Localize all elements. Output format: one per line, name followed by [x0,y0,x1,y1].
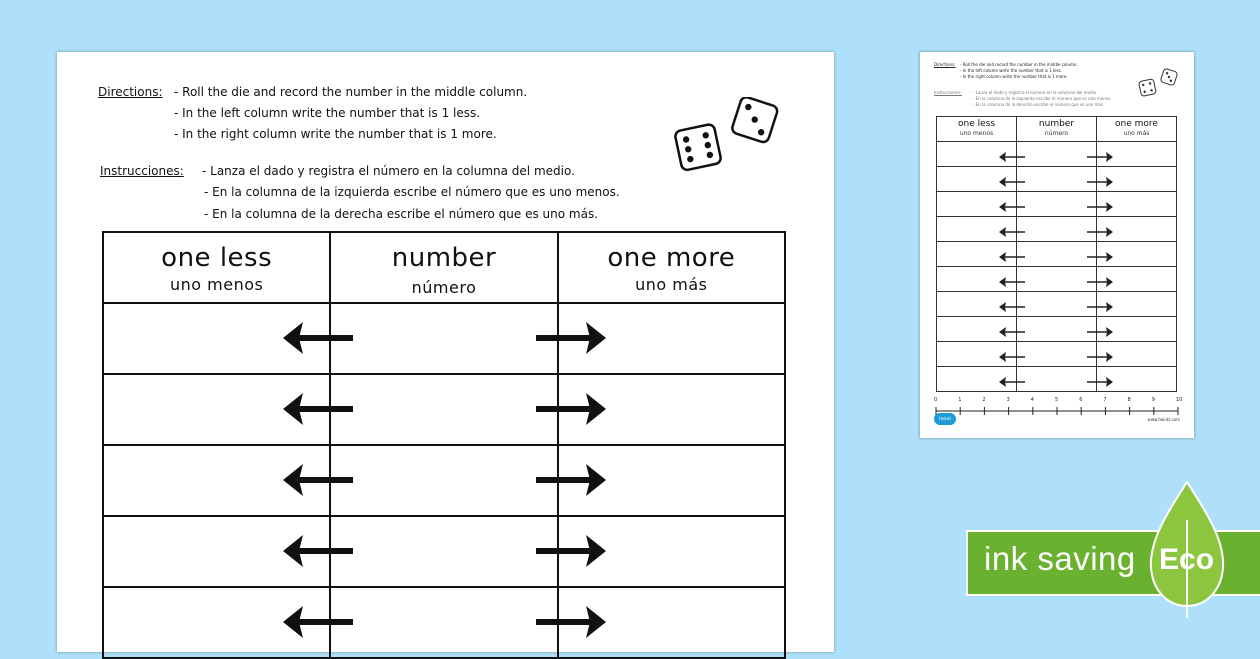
mini-cell [1017,317,1097,341]
mini-directions-label: Directions: [934,62,956,67]
mini-cell [1097,292,1176,316]
direction-line-1: - Roll the die and record the number in the middle column. [174,85,528,99]
one-more-cell[interactable] [559,446,784,515]
one-less-cell[interactable] [104,446,331,515]
mini-cell [937,142,1017,166]
number-line-label: 3 [1006,397,1010,403]
number-cell[interactable] [331,375,558,444]
eco-badge: Eco [1159,543,1215,576]
one-less-cell[interactable] [104,588,331,657]
mini-header-number [1017,117,1097,141]
number-line [934,404,1180,418]
mini-direction-3: - In the right column write the number that is 1 more. [960,74,1068,79]
mini-cell [1097,217,1176,241]
header-es: uno más [635,275,708,294]
mini-header-one-less [937,117,1017,141]
one-more-cell[interactable] [559,517,784,586]
mini-table-row [937,317,1176,342]
mini-cell [1097,342,1176,366]
mini-direction-2: - In the left column write the number that is 1 less. [960,68,1063,73]
mini-direction-1: - Roll the die and record the number in the middle column. [960,62,1078,67]
mini-table-row [937,367,1176,392]
mini-cell [1017,167,1097,191]
mini-header-one-more [1097,117,1176,141]
header-es: número [411,278,477,297]
header-es: uno menos [169,275,264,294]
one-less-one-more-table [102,231,786,659]
mini-instruccion-2: - En la columna de la izquierda escribe el número que es uno menos. [973,96,1112,101]
mini-table [936,116,1177,392]
header-en: one less [161,243,273,273]
instruccion-line-1: - Lanza el dado y registra el número en la columna del medio. [202,164,575,178]
header-one-less [104,233,331,302]
mini-cell [1017,292,1097,316]
twinkl-logo: twinkl [934,413,956,425]
one-less-cell[interactable] [104,304,331,373]
number-line-label: 6 [1079,397,1083,403]
mini-header-es: número [1044,130,1069,137]
number-line-label: 4 [1030,397,1034,403]
number-line-label: 10 [1176,397,1183,403]
mini-table-row [937,167,1176,192]
mini-header-en: number [1038,119,1075,129]
mini-cell [1017,342,1097,366]
mini-cell [1097,192,1176,216]
table-header [104,233,784,304]
mini-table-row [937,242,1176,267]
directions-label: Directions: [98,85,163,99]
mini-table-row [937,342,1176,367]
header-en: one more [607,243,736,273]
number-line-label: 8 [1127,397,1131,403]
mini-cell [937,192,1017,216]
worksheet-page [57,52,834,652]
mini-header-en: one less [957,119,996,129]
number-line-label: 0 [934,397,938,403]
number-cell[interactable] [331,446,558,515]
mini-cell [937,317,1017,341]
mini-table-row [937,192,1176,217]
mini-table-row [937,142,1176,167]
mini-instrucciones-label: Instrucciones: [934,90,962,95]
table-row [104,446,784,517]
dice-icon [672,97,792,182]
mini-cell [937,242,1017,266]
number-cell[interactable] [331,517,558,586]
instruccion-line-3: - En la columna de la derecha escribe el número que es uno más. [204,207,599,221]
mini-cell [1097,367,1176,391]
header-number [331,233,558,302]
mini-cell [937,167,1017,191]
mini-header-en: one more [1115,119,1158,129]
mini-cell [1017,367,1097,391]
number-line-label: 9 [1151,397,1155,403]
number-line-label: 5 [1055,397,1059,403]
mini-cell [1097,167,1176,191]
table-row [104,304,784,375]
mini-cell [1097,267,1176,291]
mini-dice-icon [1136,68,1186,98]
one-less-cell[interactable] [104,375,331,444]
site-url: www.twinkl.com [1147,417,1180,422]
mini-table-row [937,267,1176,292]
one-more-cell[interactable] [559,304,784,373]
mini-header-es: uno más [1123,130,1150,137]
mini-cell [1017,242,1097,266]
number-line-label: 1 [958,397,962,403]
mini-cell [937,217,1017,241]
header-en: number [391,243,497,273]
table-row [104,375,784,446]
instrucciones-label: Instrucciones: [100,164,184,178]
mini-cell [1097,242,1176,266]
mini-instruccion-3: - En la columna de la derecha escribe el número que es uno más. [973,102,1105,107]
mini-cell [937,292,1017,316]
mini-cell [1097,317,1176,341]
mini-cell [937,342,1017,366]
one-more-cell[interactable] [559,588,784,657]
mini-cell [1097,142,1176,166]
table-row [104,517,784,588]
number-line-label: 7 [1103,397,1107,403]
mini-instruccion-1: - Lanza el dado y registra el número en la columna del medio. [973,90,1098,95]
header-one-more [559,233,784,302]
mini-table-header [937,117,1176,142]
number-cell[interactable] [331,588,558,657]
mini-cell [1017,267,1097,291]
one-less-cell[interactable] [104,517,331,586]
mini-table-row [937,292,1176,317]
direction-line-2: - In the left column write the number that is 1 less. [174,106,481,120]
mini-cell [1017,192,1097,216]
one-more-cell[interactable] [559,375,784,444]
ink-saving-label: ink saving [984,540,1136,577]
mini-cell [1017,217,1097,241]
instruccion-line-2: - En la columna de la izquierda escribe el número que es uno menos. [204,185,620,199]
mini-cell [937,267,1017,291]
direction-line-3: - In the right column write the number that is 1 more. [174,127,497,141]
number-line-label: 2 [982,397,986,403]
mini-table-row [937,217,1176,242]
number-cell[interactable] [331,304,558,373]
mini-cell [1017,142,1097,166]
worksheet-thumbnail[interactable] [920,52,1194,438]
mini-header-es: uno menos [959,130,994,137]
table-row [104,588,784,659]
mini-cell [937,367,1017,391]
